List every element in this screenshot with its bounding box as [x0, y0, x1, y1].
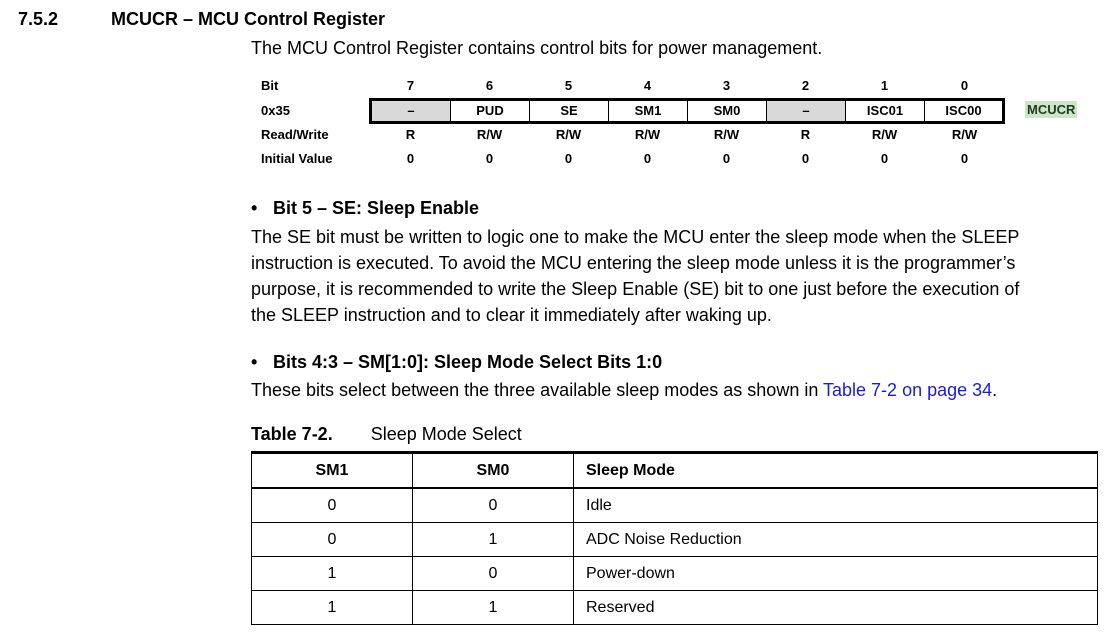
table-cell: 1 [252, 557, 413, 591]
bit-label: Bit [261, 78, 279, 93]
register-field: ISC00 [945, 103, 982, 118]
section-number: 7.5.2 [18, 9, 59, 29]
table-row [252, 591, 1098, 625]
init-value: 0 [801, 151, 810, 166]
table-cell: 1 [252, 591, 413, 625]
register-field: PUD [451, 101, 530, 121]
register-field: – [767, 101, 846, 121]
bit5-description [251, 224, 1111, 328]
table-caption-number: Table 7-2. [251, 424, 333, 444]
bit-number: 5 [564, 78, 573, 93]
table-cell: Power-down [574, 557, 1098, 591]
bits43-end: . [992, 380, 998, 400]
register-diagram [261, 76, 1101, 176]
table-header-row [252, 453, 1098, 489]
text-line: instruction is executed. To avoid the MCU entering the sleep mode unless it is the programmer’s [251, 253, 1016, 273]
register-field: SM0 [688, 101, 767, 121]
column-header: Sleep Mode [574, 453, 1098, 489]
table-row [252, 523, 1098, 557]
bit-row [261, 78, 1101, 98]
rw-label: Read/Write [261, 127, 329, 142]
rw-value: R/W [555, 127, 582, 142]
register-name-tag: MCUCR [1027, 102, 1076, 117]
rw-value: R/W [871, 127, 898, 142]
rw-value: R [405, 127, 416, 142]
bit-number: 7 [406, 78, 415, 93]
table-reference-link[interactable]: Table 7-2 on page 34 [823, 380, 993, 400]
bullet: • [251, 198, 258, 218]
register-field: SM1 [609, 101, 688, 121]
init-value: 0 [406, 151, 415, 166]
bits43-description [251, 377, 1111, 403]
bullet: • [251, 352, 258, 372]
rw-value: R/W [476, 127, 503, 142]
bit-number: 4 [643, 78, 652, 93]
init-label: Initial Value [261, 151, 333, 166]
table-cell: 0 [252, 523, 413, 557]
rw-value: R/W [713, 127, 740, 142]
bit-number: 6 [485, 78, 494, 93]
table-row [252, 488, 1098, 523]
text-line: The SE bit must be written to logic one to make the MCU enter the sleep mode when the SLEEP [251, 227, 1020, 247]
table-cell: 0 [252, 488, 413, 523]
table-cell: 1 [413, 591, 574, 625]
init-value: 0 [722, 151, 731, 166]
bit5-heading [251, 198, 479, 219]
rw-value: R/W [951, 127, 978, 142]
rw-row [261, 127, 1101, 147]
section-title: MCUCR – MCU Control Register [111, 9, 386, 29]
init-row [261, 151, 1101, 171]
table-caption-title: Sleep Mode Select [370, 424, 522, 444]
bit-number: 3 [722, 78, 731, 93]
register-field: ISC01 [846, 101, 925, 121]
table-cell: 0 [413, 557, 574, 591]
register-fields-box [369, 98, 1005, 124]
rw-value: R/W [634, 127, 661, 142]
table-caption [251, 424, 522, 445]
text-line: the SLEEP instruction and to clear it immediately after waking up. [251, 305, 772, 325]
table-cell: ADC Noise Reduction [574, 523, 1098, 557]
register-address: 0x35 [261, 103, 290, 118]
register-field: – [372, 101, 451, 121]
init-value: 0 [485, 151, 494, 166]
bit5-heading-text: Bit 5 – SE: Sleep Enable [273, 198, 480, 218]
init-value: 0 [564, 151, 573, 166]
bit-number: 0 [960, 78, 969, 93]
table-cell: Idle [574, 488, 1098, 523]
table-cell: 1 [413, 523, 574, 557]
intro-text: The MCU Control Register contains control bits for power management. [251, 38, 823, 58]
column-header: SM0 [413, 453, 574, 489]
bits43-heading [251, 352, 662, 373]
table-cell: 0 [413, 488, 574, 523]
table-row [252, 557, 1098, 591]
bits43-text: These bits select between the three available sleep modes as shown in [251, 380, 824, 400]
bit-number: 1 [880, 78, 889, 93]
rw-value: R [800, 127, 811, 142]
init-value: 0 [880, 151, 889, 166]
sleep-mode-table [251, 451, 1098, 625]
text-line: purpose, it is recommended to write the Sleep Enable (SE) bit to one just before the execution of [251, 279, 1020, 299]
table-cell: Reserved [574, 591, 1098, 625]
bits43-heading-text: Bits 4:3 – SM[1:0]: Sleep Mode Select Bits 1:0 [273, 352, 663, 372]
bit-number: 2 [801, 78, 810, 93]
init-value: 0 [960, 151, 969, 166]
register-field: SE [530, 101, 609, 121]
init-value: 0 [643, 151, 652, 166]
column-header: SM1 [252, 453, 413, 489]
